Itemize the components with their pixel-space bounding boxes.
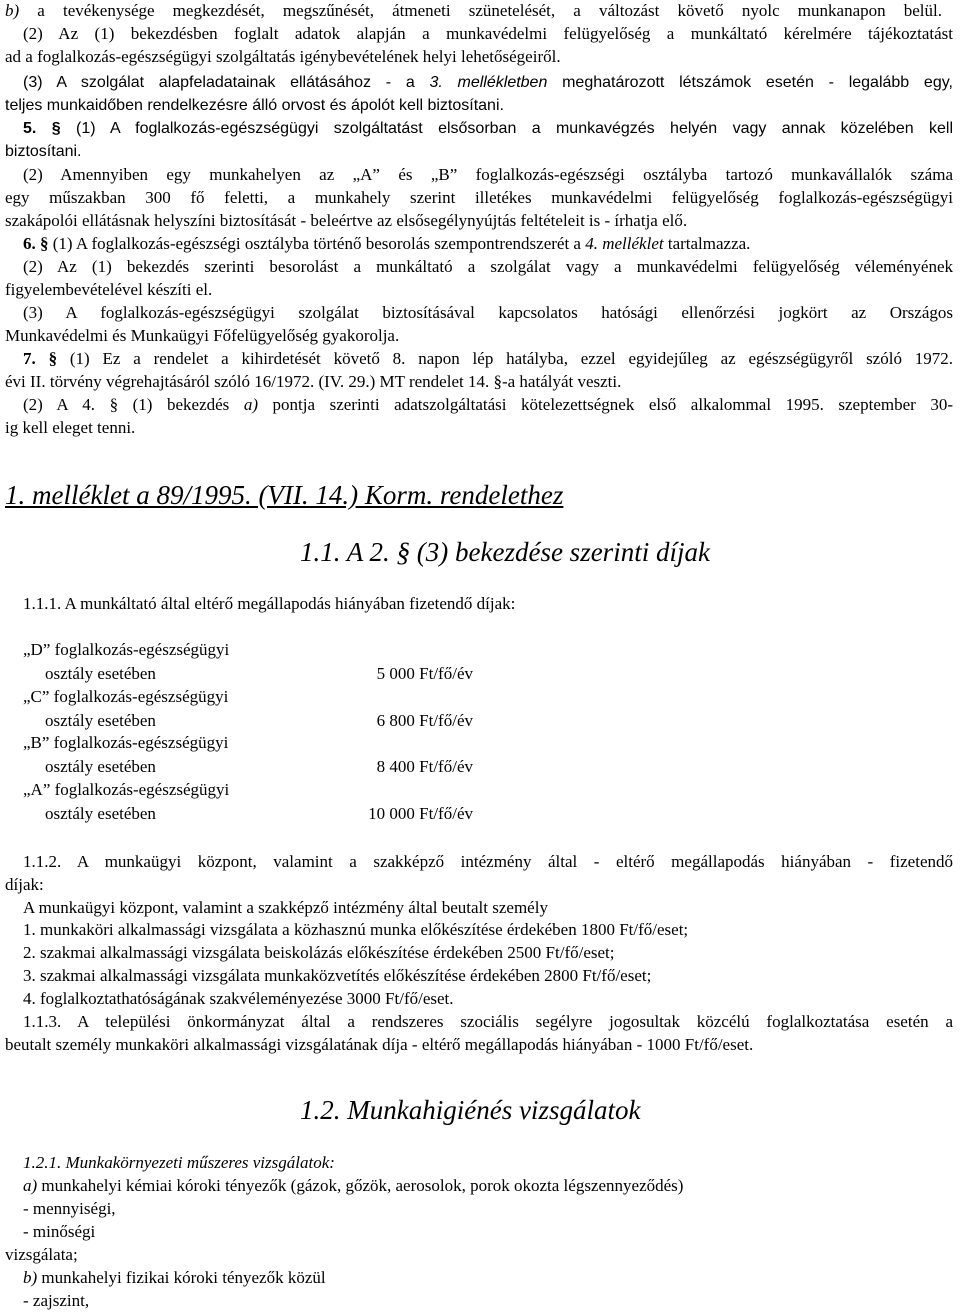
sub-item-b: b) munkahelyi fizikai kóroki tényezők közül [23,1268,326,1287]
paragraph-line: (2) Az (1) bekezdésben foglalt adatok alapján a munkavédelmi felügyelőség a munkáltató kérelmére tájékoztatást [23,24,953,43]
list-item: - minőségi [23,1222,96,1241]
section-7-line: 7. § (1) Ez a rendelet a kihirdetését követő 8. napon lép hatályba, ezzel egyidejűleg az egészségügyről szóló 1972. [23,349,954,368]
section-5-line: 5. § (1) A foglalkozás-egészségügyi szolgáltatást elsősorban a munkavégzés helyén vagy annak közelében kell [23,120,954,137]
list-item: 2. szakmai alkalmassági vizsgálata beiskolázás előkészítése érdekében 2500 Ft/fő/eset; [23,943,615,962]
paragraph-line: egy műszakban 300 fő feletti, a munkahely szerint illetékes munkavédelmi felügyelőség foglalkozás-egészségügyi [5,188,953,207]
fee-value: 8 400 Ft/fő/év [376,757,473,776]
paragraph-line: (2) Amennyiben egy munkahelyen az „A” és „B” foglalkozás-egészségi osztályba tartozó munkavállalók száma [23,165,953,184]
paragraph-line: ad a foglalkozás-egészségügyi szolgáltatás igénybevételének helyi lehetőségeiről. [5,47,561,66]
paragraph-line: ig kell eleget tenni. [5,418,136,437]
fee-value: 6 800 Ft/fő/év [376,711,473,730]
paragraph-line: vizsgálata; [5,1245,78,1264]
fee-class-suffix: osztály esetében [45,664,156,683]
fee-class-label: „B” foglalkozás-egészségügyi [23,733,229,752]
paragraph-line: (2) A 4. § (1) bekezdés a) pontja szerinti adatszolgáltatási kötelezettségnek első alkalommal 1995. szeptember 30- [23,395,953,414]
list-item: 1. munkaköri alkalmassági vizsgálata a közhasznú munka előkészítése érdekében 1800 Ft/fő/eset; [23,920,689,939]
sub-item-a: a) munkahelyi kémiai kóroki tényezők (gázok, gőzök, aerosolok, porok okozta légszennyeződés) [23,1176,684,1195]
list-item: 4. foglalkoztathatóságának szakvéleményezése 3000 Ft/fő/eset. [23,989,454,1008]
paragraph-line: b) a tevékenysége megkezdését, megszűnését, átmeneti szünetelését, a változást követő nyolc munkanapon belül. [5,1,942,20]
fee-class-suffix: osztály esetében [45,711,156,730]
paragraph-line: évi II. törvény végrehajtásáról szóló 16/1972. (IV. 29.) MT rendelet 14. §-a hatályát veszti. [5,372,622,391]
paragraph-line: teljes munkaidőben rendelkezésre álló orvost és ápolót kell biztosítani. [5,97,504,114]
fee-class-suffix: osztály esetében [45,757,156,776]
item-1-1-1: 1.1.1. A munkáltató által eltérő megállapodás hiányában fizetendő díjak: [23,594,516,613]
paragraph-line: beutalt személy munkaköri alkalmassági vizsgálatának díja - eltérő megállapodás hiányában - 1000 Ft/fő/eset. [5,1035,754,1054]
fee-class-label: „A” foglalkozás-egészségügyi [23,780,230,799]
paragraph-line: szakápolói ellátásnak helyszíni biztosítását - beleértve az elsősegélynyújtás feltételeit is - írhatja elő. [5,211,688,230]
paragraph-line: A munkaügyi központ, valamint a szakképző intézmény által beutalt személy [23,898,548,917]
fee-value: 10 000 Ft/fő/év [368,804,473,823]
annex-title: 1. melléklet a 89/1995. (VII. 14.) Korm. rendelethez [5,480,564,510]
item-1-1-2: 1.1.2. A munkaügyi központ, valamint a szakképző intézmény által - eltérő megállapodás hiányában - fizetendő [23,852,953,871]
fee-class-label: „D” foglalkozás-egészségügyi [23,640,230,659]
list-item: - zajszint, [23,1291,90,1310]
item-1-1-3: 1.1.3. A települési önkormányzat által a rendszeres szociális segélyre jogosultak közcélú foglalkoztatása esetén a [23,1012,953,1031]
list-item: 3. szakmai alkalmassági vizsgálata munkaközvetítés előkészítése érdekében 2800 Ft/fő/eset; [23,966,652,985]
paragraph-line: (3) A foglalkozás-egészségügyi szolgálat biztosításával kapcsolatos hatósági ellenőrzési jogkört az Országos [23,303,953,322]
paragraph-line: díjak: [5,875,44,894]
fee-value: 5 000 Ft/fő/év [376,664,473,683]
section-1-2-heading: 1.2. Munkahigiénés vizsgálatok [300,1095,641,1125]
paragraph-line: Munkavédelmi és Munkaügyi Főfelügyelőség gyakorolja. [5,326,400,345]
fee-class-suffix: osztály esetében [45,804,156,823]
paragraph-line: figyelembevételével készíti el. [5,280,213,299]
list-item: - mennyiségi, [23,1199,116,1218]
section-1-1-heading: 1.1. A 2. § (3) bekezdése szerinti díjak [300,537,710,567]
paragraph-line: (3) A szolgálat alapfeladatainak ellátásához - a 3. mellékletben meghatározott létszámok esetén - legalább egy, [23,74,953,91]
fee-class-label: „C” foglalkozás-egészségügyi [23,687,229,706]
section-6-line: 6. § (1) A foglalkozás-egészségi osztályba történő besorolás szempontrendszerét a 4. melléklet tartalmazza. [23,234,751,253]
item-1-2-1: 1.2.1. Munkakörnyezeti műszeres vizsgálatok: [23,1153,335,1172]
paragraph-line: (2) Az (1) bekezdés szerinti besorolást a munkáltató a szolgálat vagy a munkavédelmi felügyelőség véleményének [23,257,953,276]
paragraph-line: biztosítani. [5,143,82,160]
